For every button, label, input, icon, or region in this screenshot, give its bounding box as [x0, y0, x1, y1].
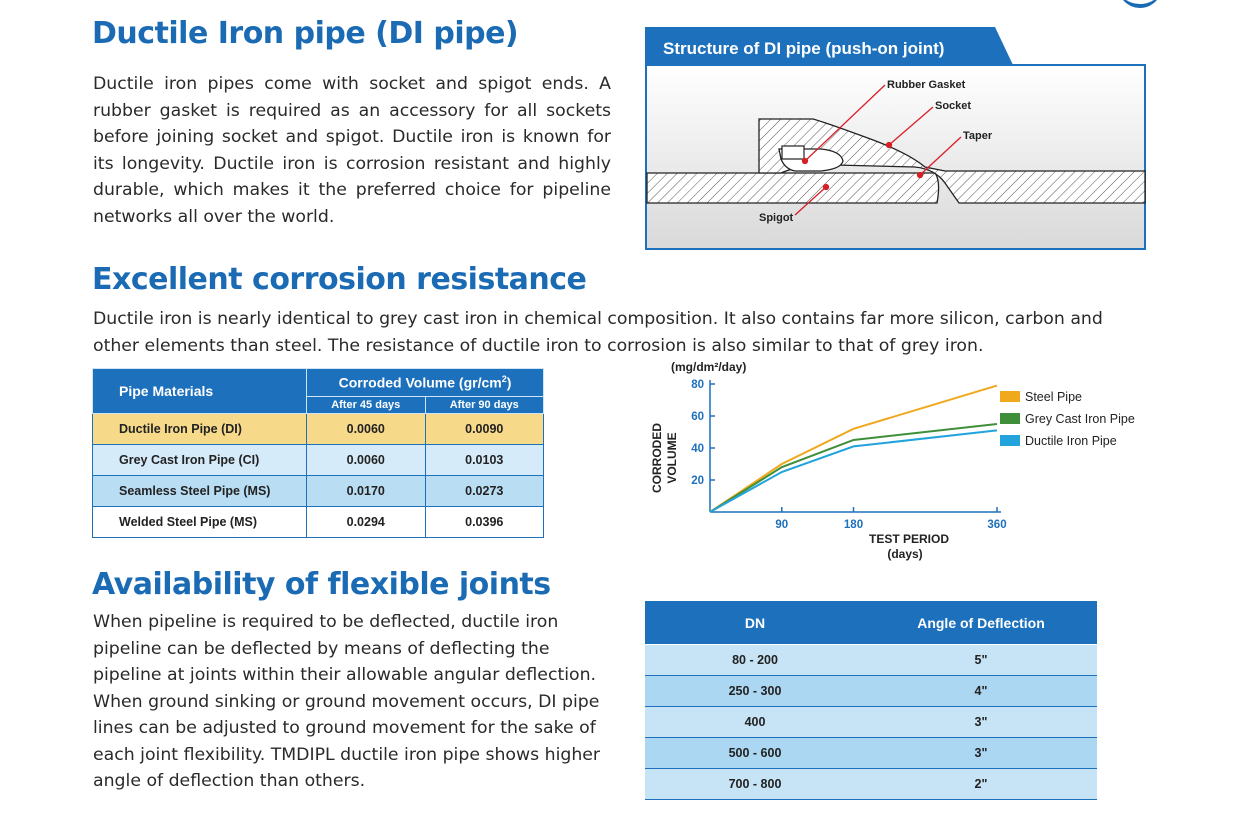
chart-x-tick-label: 180 [843, 519, 864, 531]
header-corroded-volume: Corroded Volume $(gr/cm^2)$ [307, 369, 544, 397]
chart-legend-swatch [1000, 435, 1020, 446]
paragraph-flexible-joints: When pipeline is required to be deflected, ductile iron pipeline can be deflected by means of deflecting the pipeline at joints within their allowable angular deflection. When ground sinking or ground movement occurs, DI pipe lines can be adjusted to ground movement for the sake of each joint flexibility. TMDIPL ductile iron pipe shows higher angle of deflection than others. [93, 612, 601, 791]
deflection-table [645, 601, 1097, 800]
corrosion-chart [645, 358, 1145, 568]
header-dn: DN [645, 601, 865, 645]
header-after-45: After 45 days [307, 397, 426, 414]
table-row: 400 3" [645, 707, 1097, 738]
chart-legend-swatch [1000, 413, 1020, 424]
heading-di-pipe: Ductile Iron pipe (DI pipe) [92, 16, 519, 51]
table-row: Seamless Steel Pipe (MS) 0.0170 0.0273 [93, 476, 544, 507]
header-angle: Angle of Deflection [865, 601, 1097, 645]
chart-series-line [710, 424, 997, 512]
diagram-title: Structure of DI pipe (push-on joint) [663, 39, 945, 58]
label-socket: Socket [935, 100, 972, 112]
label-taper: Taper [963, 130, 993, 142]
label-spigot: Spigot [759, 212, 794, 224]
chart-legend-label: Steel Pipe [1025, 390, 1082, 404]
chart-xlabel: TEST PERIOD [868, 532, 950, 546]
chart-series-line [710, 386, 997, 512]
chart-y-tick-label: 80 [691, 379, 704, 391]
heading-corrosion: Excellent corrosion resistance [92, 262, 587, 297]
table-row: 250 - 300 4" [645, 676, 1097, 707]
chart-x-tick-label: 90 [775, 519, 789, 531]
chart-y-tick-label: 60 [691, 411, 704, 423]
chart-legend-swatch [1000, 391, 1020, 402]
table-row: 80 - 200 5" [645, 645, 1097, 676]
table-row: Welded Steel Pipe (MS) 0.0294 0.0396 [93, 507, 544, 538]
chart-series-line [710, 430, 997, 512]
chart-y-tick-label: 20 [691, 475, 704, 487]
header-after-90: After 90 days [425, 397, 544, 414]
structure-diagram [645, 27, 1147, 251]
table-row: Grey Cast Iron Pipe (CI) 0.0060 0.0103 [93, 445, 544, 476]
spigot-shape [647, 173, 939, 203]
header-pipe-materials: Pipe Materials [93, 369, 307, 414]
chart-ylabel-line2: VOLUME [665, 432, 679, 484]
corrosion-table [92, 368, 544, 538]
chart-xlabel-sub: (days) [887, 547, 923, 561]
corner-decoration [1118, 0, 1162, 8]
paragraph-corrosion: Ductile iron is nearly identical to grey cast iron in chemical composition. It also contains far more silicon, carbon and other elements than steel. The resistance of ductile iron to corrosion is also similar to that of grey iron. [93, 309, 1103, 356]
paragraph-di-pipe: Ductile iron pipes come with socket and spigot ends. A rubber gasket is required as an accessory for all sockets before joining socket and spigot. Ductile iron is known for its longevity. Ductile iron is corrosion resistant and highly durable, which makes it the preferred choice for pipeline networks all over the world. [93, 74, 611, 227]
chart-ylabel-line1: CORRODED [650, 422, 664, 494]
table-row: 700 - 800 2" [645, 769, 1097, 800]
chart-legend-label: Ductile Iron Pipe [1025, 434, 1117, 448]
label-rubber-gasket: Rubber Gasket [887, 79, 966, 91]
table-row: 500 - 600 3" [645, 738, 1097, 769]
chart-y-tick-label: 40 [691, 443, 704, 455]
table-row: Ductile Iron Pipe (DI) 0.0060 0.0090 [93, 414, 544, 445]
chart-legend-label: Grey Cast Iron Pipe [1025, 412, 1135, 426]
chart-unit-label: (mg/dm²/day) [671, 360, 747, 374]
chart-x-tick-label: 360 [987, 519, 1007, 531]
heading-flexible-joints: Availability of flexible joints [92, 567, 551, 602]
